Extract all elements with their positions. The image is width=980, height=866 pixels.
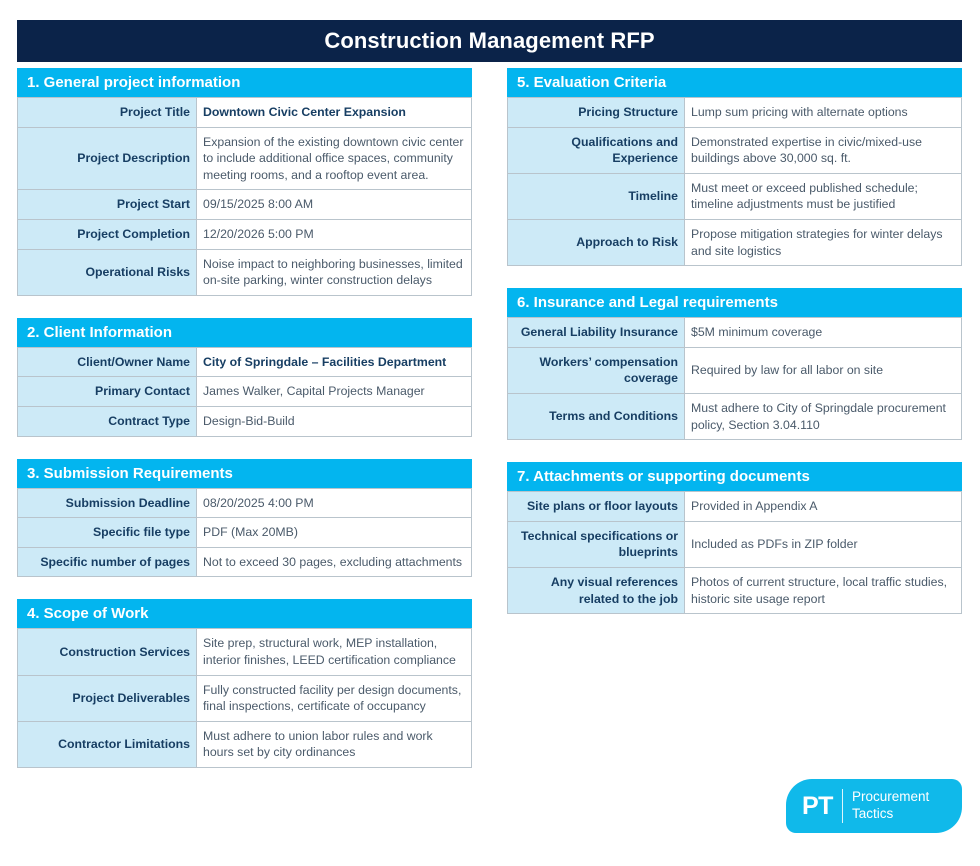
table-row (508, 393, 962, 439)
table-row (18, 347, 472, 377)
section-title-client: 2. Client Information (27, 323, 173, 341)
page-title: Construction Management RFP (324, 28, 655, 53)
table-row (18, 406, 472, 436)
right-column (507, 68, 962, 636)
section-header-client (17, 318, 472, 347)
table-row (18, 721, 472, 767)
row-value: Provided in Appendix A (685, 492, 962, 522)
table-row (18, 488, 472, 518)
section-header-scope (17, 599, 472, 628)
section-title-insurance: 6. Insurance and Legal requirements (517, 294, 778, 312)
left-column (17, 68, 472, 790)
row-label: Primary Contact (18, 377, 197, 407)
row-label: Pricing Structure (508, 98, 685, 128)
row-value: Site prep, structural work, MEP installation, interior finishes, LEED certification compliance (197, 629, 472, 675)
table-row (18, 127, 472, 190)
row-value: Not to exceed 30 pages, excluding attachments (197, 547, 472, 577)
row-label: Project Title (18, 98, 197, 128)
table-row (18, 629, 472, 675)
row-label: Contractor Limitations (18, 721, 197, 767)
row-value: PDF (Max 20MB) (197, 518, 472, 548)
section-table-scope (17, 628, 472, 768)
section-scope-of-work (17, 599, 472, 768)
row-value: Lump sum pricing with alternate options (685, 98, 962, 128)
table-row (508, 173, 962, 219)
row-label: Qualifications and Experience (508, 127, 685, 173)
row-value: 08/20/2025 4:00 PM (197, 488, 472, 518)
row-value: Propose mitigation strategies for winter delays and site logistics (685, 219, 962, 265)
row-value: Required by law for all labor on site (685, 347, 962, 393)
table-row (508, 219, 962, 265)
row-label: Project Description (18, 127, 197, 190)
section-header-submission (17, 459, 472, 488)
row-value: Demonstrated expertise in civic/mixed-use buildings above 30,000 sq. ft. (685, 127, 962, 173)
section-general-project-information (17, 68, 472, 296)
row-value: Must adhere to City of Springdale procurement policy, Section 3.04.110 (685, 393, 962, 439)
row-value: Must adhere to union labor rules and work hours set by city ordinances (197, 721, 472, 767)
row-label: Project Start (18, 190, 197, 220)
table-row (18, 675, 472, 721)
table-body (18, 98, 472, 296)
section-table-client (17, 347, 472, 437)
row-value: 12/20/2026 5:00 PM (197, 219, 472, 249)
section-table-evaluation (507, 97, 962, 266)
section-attachments-or-supporting-documents (507, 462, 962, 614)
section-title-attachments: 7. Attachments or supporting documents (517, 468, 810, 486)
row-value: James Walker, Capital Projects Manager (197, 377, 472, 407)
row-value: Fully constructed facility per design documents, final inspections, certificate of occupancy (197, 675, 472, 721)
row-label: Project Completion (18, 219, 197, 249)
procurement-tactics-logo (786, 779, 962, 833)
table-row (508, 127, 962, 173)
row-label: Timeline (508, 173, 685, 219)
logo-divider (842, 789, 843, 823)
row-label: Workers’ compensation coverage (508, 347, 685, 393)
section-title-evaluation: 5. Evaluation Criteria (517, 74, 667, 91)
section-header-insurance (507, 288, 962, 317)
row-label: Terms and Conditions (508, 393, 685, 439)
table-body (18, 488, 472, 577)
table-body (508, 318, 962, 440)
section-table-insurance (507, 317, 962, 440)
logo-word-line1: Procurement (851, 789, 930, 805)
table-row (18, 98, 472, 128)
section-client-information (17, 318, 472, 437)
row-value: City of Springdale – Facilities Department (197, 347, 472, 377)
row-label: Submission Deadline (18, 488, 197, 518)
section-header-evaluation (507, 68, 962, 97)
table-row (18, 547, 472, 577)
table-body (508, 98, 962, 266)
logo-wordmark (852, 789, 929, 823)
table-body (508, 492, 962, 614)
section-insurance-and-legal-requirements (507, 288, 962, 440)
table-row (18, 190, 472, 220)
row-value: 09/15/2025 8:00 AM (197, 190, 472, 220)
section-table-attachments (507, 491, 962, 614)
table-row (508, 492, 962, 522)
document-title-bar (17, 20, 962, 62)
table-row (18, 249, 472, 295)
row-label: Approach to Risk (508, 219, 685, 265)
table-row (508, 521, 962, 567)
section-table-general (17, 97, 472, 296)
row-label: Any visual references related to the job (508, 567, 685, 613)
row-label: Specific number of pages (18, 547, 197, 577)
section-title-general: 1. General project information (27, 74, 241, 91)
section-submission-requirements (17, 459, 472, 578)
row-label: Construction Services (18, 629, 197, 675)
logo-word-line2: Tactics (851, 806, 894, 821)
row-value: Must meet or exceed published schedule; timeline adjustments must be justified (685, 173, 962, 219)
row-label: Project Deliverables (18, 675, 197, 721)
row-value: Photos of current structure, local traffic studies, historic site usage report (685, 567, 962, 613)
logo-monogram: PT (802, 791, 833, 820)
table-row (508, 347, 962, 393)
row-label: Client/Owner Name (18, 347, 197, 377)
row-label: Contract Type (18, 406, 197, 436)
table-row (18, 219, 472, 249)
table-body (18, 629, 472, 768)
section-evaluation-criteria (507, 68, 962, 266)
table-row (508, 567, 962, 613)
row-value: Downtown Civic Center Expansion (197, 98, 472, 128)
section-header-general (17, 68, 472, 97)
section-title-scope: 4. Scope of Work (27, 605, 149, 623)
row-label: Site plans or floor layouts (508, 492, 685, 522)
row-value: Included as PDFs in ZIP folder (685, 521, 962, 567)
section-header-attachments (507, 462, 962, 491)
row-label: General Liability Insurance (508, 318, 685, 348)
table-row (18, 518, 472, 548)
row-label: Technical specifications or blueprints (508, 521, 685, 567)
row-label: Operational Risks (18, 249, 197, 295)
section-table-submission (17, 488, 472, 578)
table-row (508, 318, 962, 348)
row-value: Expansion of the existing downtown civic center to include additional office spaces, community meeting rooms, and a rooftop event area. (197, 127, 472, 190)
row-value: $5M minimum coverage (685, 318, 962, 348)
table-row (508, 98, 962, 128)
row-label: Specific file type (18, 518, 197, 548)
section-title-submission: 3. Submission Requirements (27, 464, 233, 482)
table-body (18, 347, 472, 436)
row-value: Design-Bid-Build (197, 406, 472, 436)
table-row (18, 377, 472, 407)
row-value: Noise impact to neighboring businesses, limited on-site parking, winter construction delays (197, 249, 472, 295)
